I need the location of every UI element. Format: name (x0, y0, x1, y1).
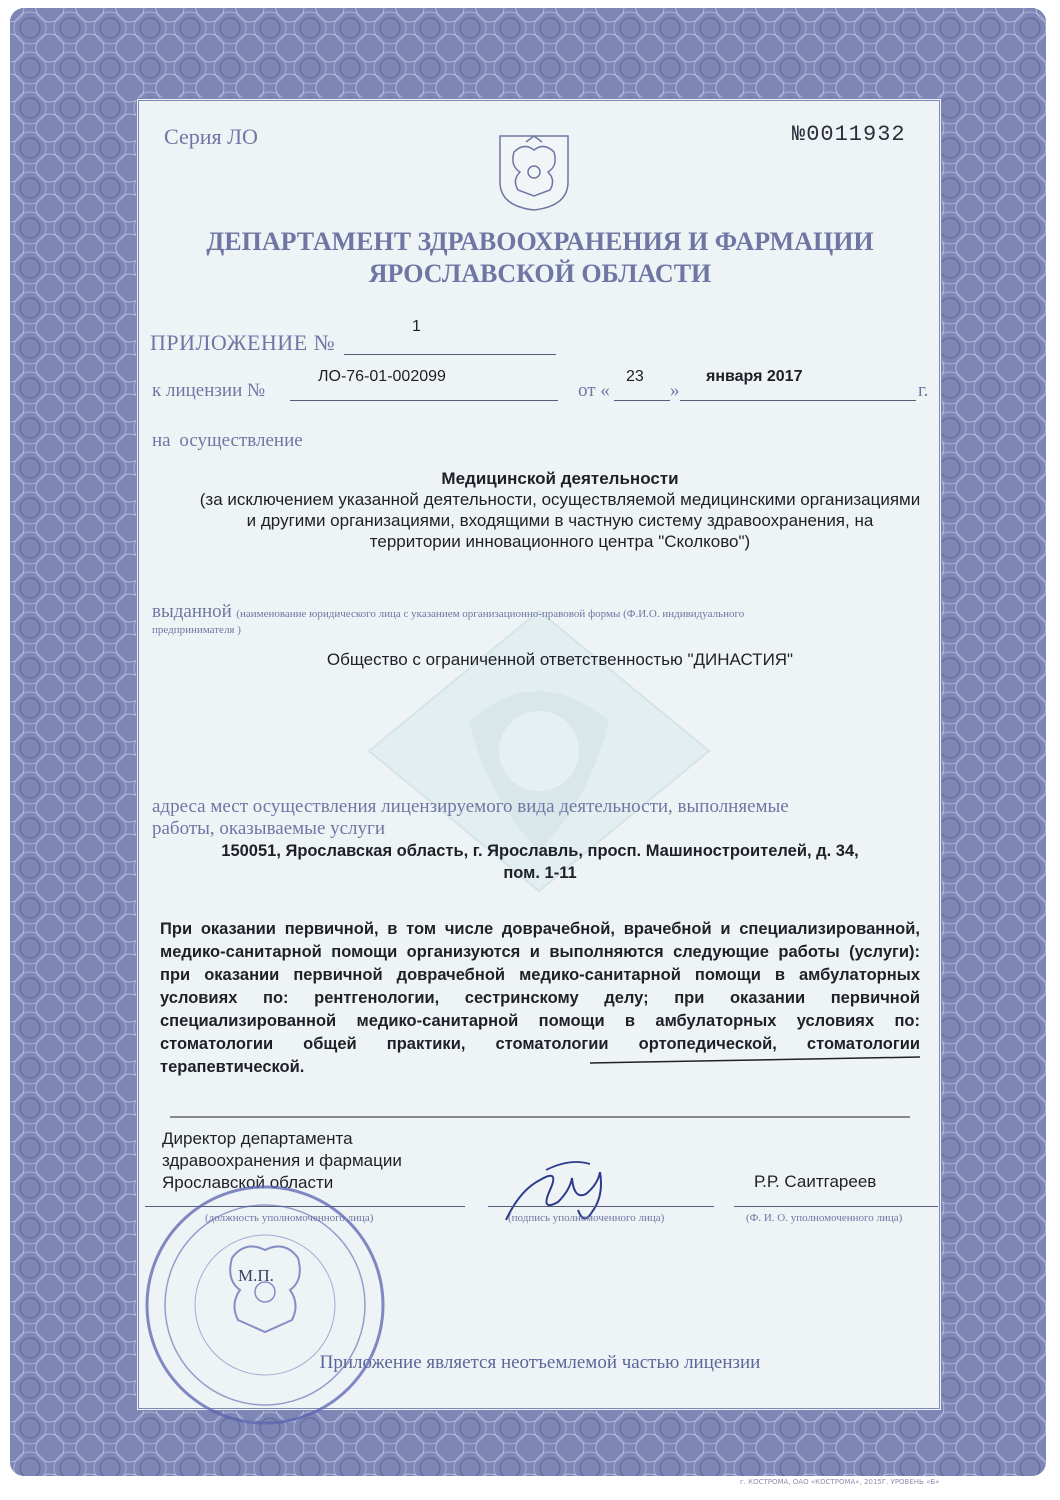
seal-label: М.П. (238, 1266, 274, 1285)
department-title-line2: ЯРОСЛАВСКОЙ ОБЛАСТИ (368, 259, 712, 288)
series-label: Серия ЛО (164, 124, 258, 149)
issued-name: Общество с ограниченной ответственностью "ДИНАСТИЯ" (326, 650, 794, 669)
issued-hint-line1: (наименование юридического лица с указанием организационно-правовой формы (Ф.И.О. индивидуального (236, 608, 745, 620)
activity-detail-line1: (за исключением указанной деятельности, осуществляемой медицинскими организациями (199, 490, 921, 509)
footer-note: Приложение является неотъемлемой частью лицензии (319, 1352, 761, 1373)
caption-signature: (подпись уполномоченного лица) (508, 1212, 665, 1224)
license-label: к лицензии № (152, 380, 266, 401)
activity-title: Медицинской деятельности (441, 469, 679, 488)
appendix-number: 1 (412, 318, 421, 335)
caption-name: (Ф. И. О. уполномоченного лица) (746, 1212, 903, 1224)
services-text: При оказании первичной, в том числе доврачебной, врачебной и специализированной, медико-санитарной помощи организуются и выполняются следующие работы (услуги): при оказании первичной доврачебной медико-санитарной помощи в амбулаторных условиях по: рентгенологии, сестринскому делу; при оказании первичной специализированной медико-санитарной помощи в амбулаторных условиях по: стоматологии общей практики, стоматологии ортопедической, стоматологии терапевтической. (160, 920, 920, 1076)
signature-line (488, 1206, 714, 1207)
license-day-line (614, 400, 670, 401)
official-seal-stamp (140, 1180, 390, 1430)
printer-imprint: г. КОСТРОМА, ОАО «КОСТРОМА», 2015Г. УРОВЕНЬ «Б» (740, 1478, 940, 1486)
address-value-line1: 150051, Ярославская область, г. Ярославль, просп. Машиностроителей, д. 34, (221, 842, 859, 860)
license-month-year: января 2017 (706, 368, 803, 385)
signer-position-line2: здравоохранения и фармации (162, 1151, 402, 1170)
strike-lines (150, 1055, 930, 1125)
coat-of-arms-icon (496, 132, 572, 212)
appendix-label: ПРИЛОЖЕНИЕ № (150, 330, 336, 355)
license-day: 23 (626, 368, 644, 385)
signer-position-line3: Ярославской области (162, 1173, 334, 1192)
address-label (152, 796, 872, 840)
issued-hint-line2: предпринимателя ) (152, 624, 241, 636)
address-value-line2: пом. 1-11 (503, 864, 577, 882)
license-from-close: » (670, 380, 680, 401)
license-from-label: от « (578, 380, 610, 401)
address-label-line1: адреса мест осуществления лицензируемого вида деятельности, выполняемые (152, 796, 789, 817)
signer-position-line1: Директор департамента (162, 1129, 353, 1148)
address-value (150, 840, 930, 884)
department-title-line1: ДЕПАРТАМЕНТ ЗДРАВООХРАНЕНИЯ И ФАРМАЦИИ (206, 227, 874, 256)
activity-label: на осуществление (152, 430, 303, 451)
signer-name: Р.Р. Саитгареев (754, 1172, 877, 1191)
department-title (150, 226, 930, 290)
appendix-number-line (344, 354, 556, 355)
license-month-line (680, 400, 916, 401)
license-number-line (290, 400, 558, 401)
activity-detail-line2: и другими организациями, входящими в частную систему здравоохранения, на (246, 511, 874, 530)
issued-block (152, 601, 892, 638)
license-year-suffix: г. (918, 380, 929, 401)
activity-detail-line3: территории инновационного центра "Сколково") (369, 532, 751, 551)
license-number: ЛО-76-01-002099 (318, 368, 446, 385)
activity-block (150, 468, 970, 552)
form-number: №0011932 (792, 122, 906, 147)
name-signature-line (734, 1206, 938, 1207)
issued-label: выданной (152, 601, 232, 622)
address-label-line2: работы, оказываемые услуги (152, 818, 386, 839)
caption-position: (должность уполномоченного лица) (205, 1212, 374, 1224)
